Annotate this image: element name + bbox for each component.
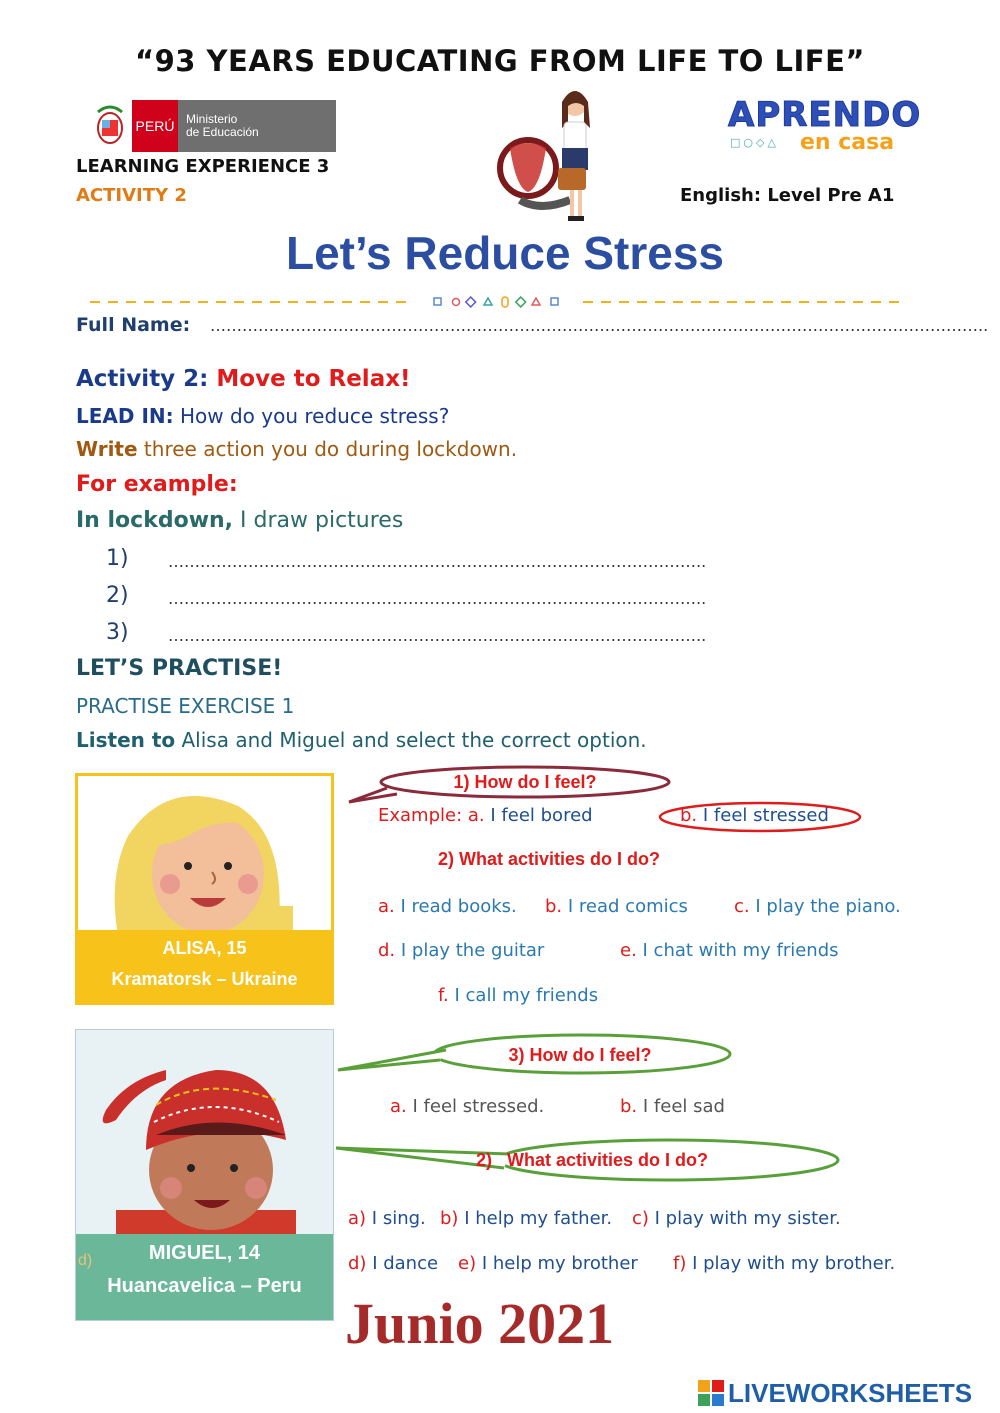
miguel-avatar: [76, 1030, 334, 1240]
alisa-place: Kramatorsk – Ukraine: [111, 969, 298, 989]
date-label: Junio 2021: [345, 1291, 615, 1356]
option-text: I play the guitar: [400, 940, 545, 961]
activity-title: Move to Relax!: [216, 366, 411, 392]
option-letter: c): [632, 1208, 649, 1229]
exercise-label: PRACTISE EXERCISE 1: [76, 694, 295, 718]
alisa-option-c[interactable]: [734, 896, 901, 917]
option-text: I call my friends: [454, 985, 599, 1006]
listen-label: Listen to: [76, 728, 176, 752]
option-text: I help my brother: [481, 1253, 638, 1274]
en-casa-text: en casa: [800, 130, 895, 155]
miguel-name: MIGUEL, 14: [148, 1242, 261, 1264]
miguel-option-a[interactable]: [348, 1208, 426, 1229]
option-letter: d): [348, 1253, 367, 1274]
miguel-option-f[interactable]: [673, 1253, 895, 1274]
alisa-name: ALISA, 15: [162, 938, 247, 958]
miguel-card: [75, 1029, 334, 1321]
miguel-question-2: 2) What activities do I do?: [476, 1150, 709, 1170]
liveworksheets-text: LIVEWORKSHEETS: [728, 1377, 973, 1408]
option-letter: d.: [378, 940, 396, 961]
alisa-avatar: [78, 776, 331, 936]
option-letter: a.: [378, 896, 395, 917]
aprendo-en-casa-logo: [728, 95, 922, 156]
option-letter: e.: [620, 940, 637, 961]
answer-number-3: 3): [106, 620, 129, 645]
alisa-option-d[interactable]: [378, 940, 544, 961]
dashed-divider: [90, 294, 905, 310]
miguel-caption: [76, 1234, 333, 1320]
option-text: I dance: [372, 1253, 439, 1274]
example-a-letter: a.: [467, 805, 485, 826]
miguel-option-b[interactable]: [440, 1208, 612, 1229]
ministry-label: [178, 100, 336, 152]
full-name-field[interactable]: ………………………………………………………………………………………………………………………………..: [210, 316, 989, 335]
alisa-option-b[interactable]: [545, 896, 688, 917]
example-lead: In lockdown,: [76, 508, 234, 533]
full-name-label: Full Name:: [76, 314, 191, 336]
alisa-question-2: 2) What activities do I do?: [438, 849, 661, 869]
option-text: I play with my sister.: [654, 1208, 841, 1229]
option-text: I read books.: [400, 896, 517, 917]
option-letter: e): [458, 1253, 477, 1274]
liveworksheets-icon: [698, 1380, 724, 1406]
example-a-text: I feel bored: [490, 805, 593, 826]
option-letter: b.: [620, 1096, 638, 1117]
alisa-option-a[interactable]: [378, 896, 517, 917]
miguel-feel-b[interactable]: [620, 1096, 725, 1117]
listen-text: Alisa and Miguel and select the correct option.: [181, 728, 647, 752]
option-letter: a): [348, 1208, 367, 1229]
page-title: Let’s Reduce Stress: [285, 227, 725, 279]
option-letter: b.: [545, 896, 563, 917]
liveworksheets-logo[interactable]: [698, 1378, 998, 1408]
learning-experience-label: LEARNING EXPERIENCE 3: [76, 156, 330, 177]
miguel-option-e[interactable]: [458, 1253, 638, 1274]
alisa-caption: [78, 930, 331, 1002]
practise-heading: LET’S PRACTISE!: [76, 656, 283, 681]
example-b-letter: b.: [680, 805, 698, 826]
example-sentence: [76, 508, 403, 533]
write-label: Write: [76, 437, 138, 461]
option-letter: c.: [734, 896, 750, 917]
answer-number-2: 2): [106, 583, 129, 608]
stray-label: d): [78, 1252, 93, 1269]
option-text: I chat with my friends: [642, 940, 839, 961]
alisa-example-row: [378, 805, 593, 826]
lead-in-label: LEAD IN:: [76, 404, 174, 428]
option-text: I feel stressed.: [412, 1096, 545, 1117]
alisa-question-1: 1) How do I feel?: [453, 772, 597, 792]
ministry-line-1: Ministerio: [186, 112, 238, 126]
option-text: I feel sad: [642, 1096, 725, 1117]
example-b-text: I feel stressed: [702, 805, 829, 826]
activity-heading: [76, 366, 411, 392]
listen-instruction: [76, 728, 647, 752]
answer-line-1[interactable]: ………………………………………………………………………………………..: [168, 552, 707, 571]
miguel-place: Huancavelica – Peru: [107, 1275, 302, 1297]
example-text: I draw pictures: [240, 508, 404, 533]
option-letter: f.: [438, 985, 449, 1006]
write-instruction: [76, 437, 517, 461]
activity-number: Activity 2:: [76, 366, 209, 392]
write-text: three action you do during lockdown.: [143, 437, 518, 461]
aprendo-text: APRENDO: [728, 95, 922, 135]
answer-number-1: 1): [106, 546, 129, 571]
option-text: I play with my brother.: [692, 1253, 896, 1274]
peru-coat-of-arms-icon: [88, 100, 132, 152]
option-letter: f): [673, 1253, 687, 1274]
lead-in-question: How do you reduce stress?: [180, 404, 450, 428]
option-text: I play the piano.: [755, 896, 901, 917]
answer-line-3[interactable]: ………………………………………………………………………………………..: [168, 626, 707, 645]
level-label: English: Level Pre A1: [680, 185, 895, 206]
alisa-option-f[interactable]: [438, 985, 598, 1006]
shapes-decoration-icon: □○◇△: [730, 136, 779, 149]
miguel-feel-a[interactable]: [390, 1096, 544, 1117]
option-text: I sing.: [371, 1208, 426, 1229]
answer-line-2[interactable]: ………………………………………………………………………………………..: [168, 589, 707, 608]
miguel-option-c[interactable]: [632, 1208, 841, 1229]
option-text: I help my father.: [464, 1208, 613, 1229]
option-letter: a.: [390, 1096, 407, 1117]
option-letter: b): [440, 1208, 459, 1229]
school-logo-illustration: [490, 88, 605, 223]
peru-label: PERÚ: [132, 100, 178, 152]
lead-in: [76, 404, 449, 428]
ministry-line-2: de Educación: [186, 125, 259, 139]
motto-heading: “93 YEARS EDUCATING FROM LIFE TO LIFE”: [135, 44, 865, 78]
alisa-option-e[interactable]: [620, 940, 839, 961]
miguel-question-3: 3) How do I feel?: [508, 1045, 652, 1065]
miguel-option-d[interactable]: [348, 1253, 438, 1274]
alisa-card: [75, 773, 334, 1005]
alisa-example-b: [680, 805, 829, 826]
for-example-label: For example:: [76, 472, 238, 497]
activity-label: ACTIVITY 2: [76, 185, 187, 206]
example-label: Example:: [378, 805, 463, 826]
option-text: I read comics: [567, 896, 688, 917]
ministry-logo: [88, 100, 336, 152]
